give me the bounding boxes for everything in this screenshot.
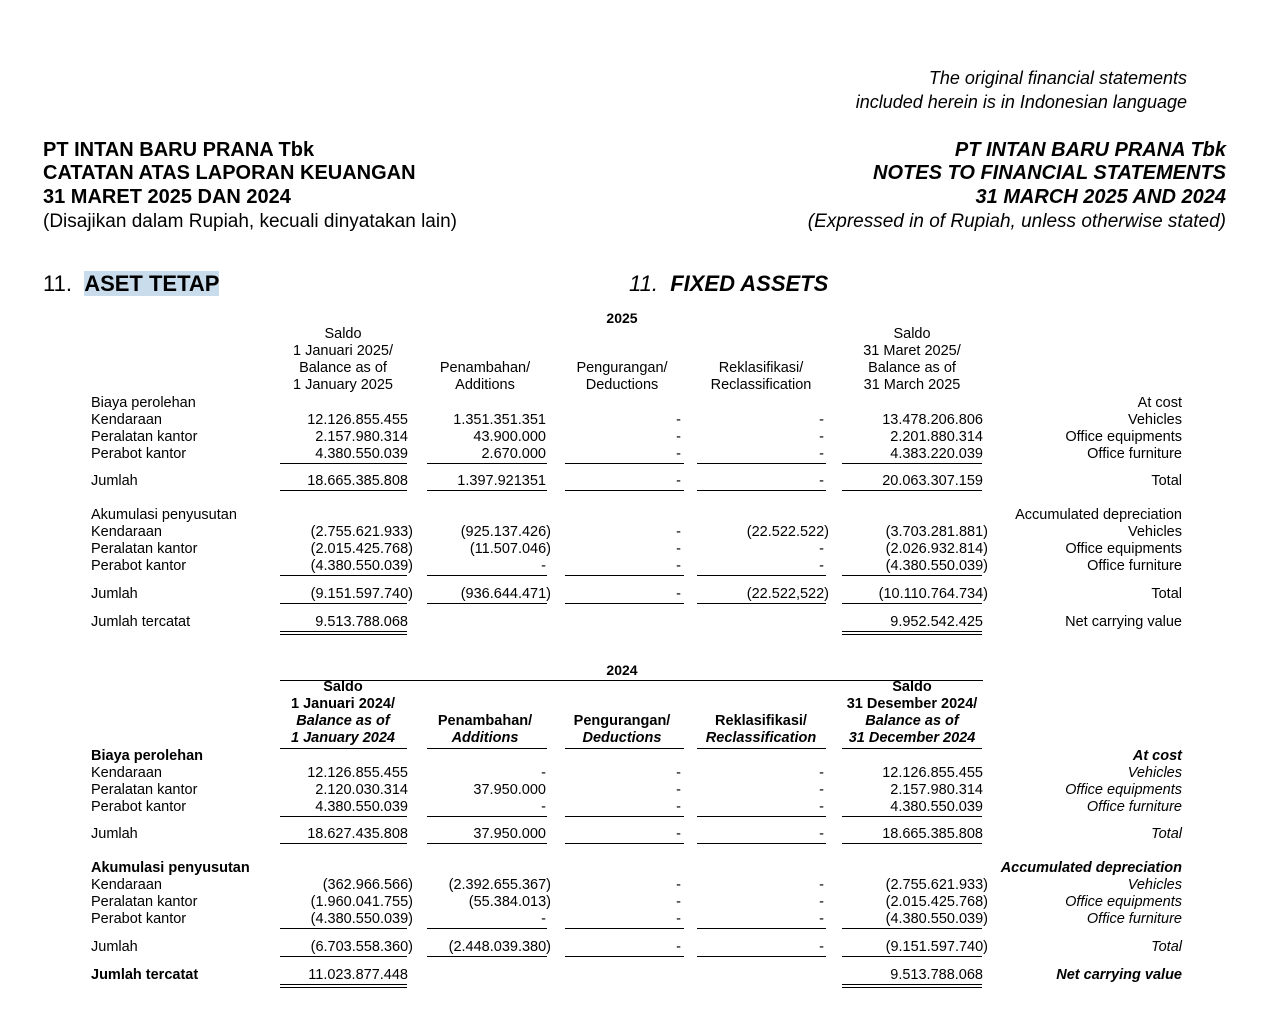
- t2025-dep-row-cell: (2.755.621.933): [310, 524, 413, 540]
- statement-date-id: 31 MARET 2025 DAN 2024: [43, 186, 291, 208]
- t2024-header-col4-line: Reclassification: [705, 730, 817, 746]
- language-note-line1: The original financial statements: [928, 68, 1187, 88]
- t2025-net-value-cell: 9.513.788.068: [315, 614, 408, 630]
- t2025-dep-subtotal-rule: [280, 575, 407, 576]
- t2025-header-col4-line: Reklasifikasi/: [718, 360, 804, 376]
- t2025-cost-total-rule: [842, 490, 982, 491]
- t2024-dep-total-rule: [697, 956, 826, 957]
- t2025-dep-subtotal-rule: [427, 575, 547, 576]
- t2024-dep-row-cell: -: [819, 894, 824, 910]
- t2025-dep-total-label: Jumlah: [91, 586, 138, 602]
- t2024-dep-row-cell: -: [676, 894, 681, 910]
- t2025-cost-row-label: Perabot kantor: [91, 446, 187, 462]
- t2025-net-value-cell: 9.952.542.425: [890, 614, 983, 630]
- t2024-cost-row-cell: 2.120.030.314: [315, 782, 408, 798]
- t2025-dep-row-label: Perabot kantor: [91, 558, 187, 574]
- t2025-cost-row-cell: -: [819, 429, 824, 445]
- t2024-net-label: Jumlah tercatat: [91, 967, 199, 983]
- t2024-dep-row-cell: (55.384.013): [468, 894, 551, 910]
- company-name-id: PT INTAN BARU PRANA Tbk: [43, 139, 315, 161]
- t2024-cost-total-rule: [697, 843, 826, 844]
- t2025-net-label: Jumlah tercatat: [91, 614, 191, 630]
- t2025-cost-total-cell: 20.063.307.159: [882, 473, 983, 489]
- t2025-header-col5-line: 31 March 2025: [863, 377, 961, 393]
- t2025-cost-row-cell: 43.900.000: [473, 429, 546, 445]
- t2025-dep-subtotal-rule: [565, 575, 684, 576]
- t2025-cost-row-label: Peralatan kantor: [91, 429, 198, 445]
- t2025-cost-total-cell: 1.397.921351: [457, 473, 546, 489]
- t2024-header-col2-line: Penambahan/: [437, 713, 533, 729]
- t2024-cost-row-label: Kendaraan: [91, 765, 162, 781]
- t2024-cost-row-cell: -: [676, 782, 681, 798]
- t2025-cost-total-cell: 18.665.385.808: [307, 473, 408, 489]
- t2024-dep-label-en: Accumulated depreciation: [1000, 860, 1182, 876]
- section-heading-id: [43, 271, 219, 297]
- t2024-header-col2-line: Additions: [451, 730, 519, 746]
- t2024-year-label: 2024: [606, 662, 638, 678]
- t2024-cost-row-label: Peralatan kantor: [91, 782, 198, 798]
- t2025-dep-total-rule: [280, 603, 407, 604]
- t2025-cost-row-cell: -: [819, 446, 824, 462]
- t2024-dep-row-label-en: Office furniture: [1086, 911, 1182, 927]
- t2024-dep-row-label: Peralatan kantor: [91, 894, 198, 910]
- t2024-dep-row-label: Perabot kantor: [91, 911, 187, 927]
- t2025-header-col4-line: Reclassification: [710, 377, 812, 393]
- t2024-header-rule: [280, 748, 407, 749]
- t2025-dep-label: Akumulasi penyusutan: [91, 507, 237, 523]
- t2024-cost-row-cell: -: [676, 765, 681, 781]
- t2025-dep-row-cell: -: [819, 558, 824, 574]
- t2024-header-rule: [427, 748, 547, 749]
- t2025-dep-row-cell: (925.137.426): [460, 524, 551, 540]
- t2025-cost-total-rule: [565, 490, 684, 491]
- t2024-dep-total-label: Jumlah: [91, 939, 138, 955]
- t2025-cost-row-cell: -: [819, 412, 824, 428]
- t2024-dep-row-cell: (4.380.550.039): [885, 911, 988, 927]
- t2024-cost-row-cell: 37.950.000: [473, 782, 546, 798]
- t2024-cost-total-label: Jumlah: [91, 826, 138, 842]
- t2024-dep-subtotal-rule: [565, 928, 684, 929]
- t2025-header-col1-line: 1 January 2025: [293, 377, 393, 393]
- t2025-header-col2-line: Additions: [455, 377, 515, 393]
- t2024-header-rule: [842, 748, 982, 749]
- t2025-cost-total-cell: -: [676, 473, 681, 489]
- t2024-cost-row-cell: 4.380.550.039: [890, 799, 983, 815]
- t2024-header-col5-line: 31 Desember 2024/: [846, 696, 978, 712]
- t2024-dep-row-cell: -: [676, 911, 681, 927]
- t2024-dep-row-cell: -: [819, 911, 824, 927]
- t2024-cost-total-rule: [565, 843, 684, 844]
- t2024-dep-total-cell: -: [819, 939, 824, 955]
- t2025-year-label: 2025: [606, 310, 638, 326]
- t2024-dep-total-cell: (2.448.039.380): [448, 939, 551, 955]
- t2025-dep-row-cell: -: [819, 541, 824, 557]
- t2024-net-value-cell: 11.023.877.448: [308, 967, 408, 983]
- t2024-header-col5-line: Saldo: [892, 679, 932, 695]
- t2025-cost-label: Biaya perolehan: [91, 395, 196, 411]
- t2024-dep-row-cell: (2.755.621.933): [885, 877, 988, 893]
- t2024-cost-total-label-en: Total: [1151, 826, 1182, 842]
- t2024-cost-subtotal-rule: [280, 816, 407, 817]
- t2024-header-col5-line: 31 December 2024: [848, 730, 976, 746]
- t2024-dep-row-cell: -: [541, 911, 546, 927]
- t2024-net-double-rule: [280, 984, 407, 988]
- t2024-dep-row-cell: -: [676, 877, 681, 893]
- t2025-cost-row-cell: 1.351.351.351: [453, 412, 546, 428]
- t2025-cost-row-cell: 12.126.855.455: [307, 412, 408, 428]
- t2025-cost-total-rule: [697, 490, 826, 491]
- t2025-cost-subtotal-rule: [697, 463, 826, 464]
- t2024-net-double-rule: [842, 984, 982, 988]
- t2024-cost-row-label: Perabot kantor: [91, 799, 187, 815]
- t2025-dep-row-cell: (4.380.550.039): [885, 558, 988, 574]
- t2024-cost-row-cell: 2.157.980.314: [890, 782, 983, 798]
- t2024-dep-row-cell: (1.960.041.755): [310, 894, 413, 910]
- t2025-cost-total-label-en: Total: [1151, 473, 1182, 489]
- t2025-dep-row-cell: -: [676, 524, 681, 540]
- t2025-dep-row-cell: -: [676, 541, 681, 557]
- t2025-net-double-rule: [842, 631, 982, 635]
- t2024-dep-total-cell: -: [676, 939, 681, 955]
- t2024-header-rule: [697, 748, 826, 749]
- t2025-dep-total-rule: [427, 603, 547, 604]
- t2025-cost-subtotal-rule: [842, 463, 982, 464]
- t2025-cost-row-cell: 2.157.980.314: [315, 429, 408, 445]
- t2024-cost-subtotal-rule: [565, 816, 684, 817]
- t2025-cost-row-label-en: Office furniture: [1087, 446, 1182, 462]
- statement-date-en: 31 MARCH 2025 AND 2024: [975, 186, 1226, 208]
- t2024-dep-total-rule: [280, 956, 407, 957]
- t2025-cost-total-rule: [427, 490, 547, 491]
- t2024-cost-row-cell: -: [676, 799, 681, 815]
- t2024-cost-subtotal-rule: [427, 816, 547, 817]
- t2024-cost-row-label-en: Office equipments: [1065, 782, 1182, 798]
- t2024-cost-total-rule: [842, 843, 982, 844]
- t2025-cost-total-label: Jumlah: [91, 473, 138, 489]
- t2025-cost-total-cell: -: [819, 473, 824, 489]
- t2024-dep-subtotal-rule: [427, 928, 547, 929]
- t2025-dep-total-cell: (22.522,522): [746, 586, 829, 602]
- t2024-dep-total-rule: [565, 956, 684, 957]
- t2024-cost-row-cell: -: [541, 799, 546, 815]
- t2024-header-col5-line: Balance as of: [865, 713, 959, 729]
- t2024-cost-total-cell: 18.627.435.808: [307, 826, 408, 842]
- t2024-dep-total-cell: (6.703.558.360): [310, 939, 413, 955]
- t2024-net-label-en: Net carrying value: [1056, 967, 1182, 983]
- statement-title-id: CATATAN ATAS LAPORAN KEUANGAN: [43, 162, 416, 184]
- t2025-cost-row-label-en: Office equipments: [1065, 429, 1182, 445]
- t2024-net-value-cell: 9.513.788.068: [890, 967, 983, 983]
- t2025-dep-total-label-en: Total: [1151, 586, 1182, 602]
- t2024-cost-row-cell: -: [819, 765, 824, 781]
- t2025-dep-label-en: Accumulated depreciation: [1015, 507, 1182, 523]
- statement-subtitle-id: (Disajikan dalam Rupiah, kecuali dinyatakan lain): [43, 211, 457, 232]
- section-heading-en: [629, 271, 828, 297]
- t2025-dep-row-cell: -: [676, 558, 681, 574]
- t2024-dep-total-cell: (9.151.597.740): [885, 939, 988, 955]
- t2025-cost-row-cell: 13.478.206.806: [882, 412, 983, 428]
- t2025-cost-label-en: At cost: [1137, 395, 1182, 411]
- statement-title-en: NOTES TO FINANCIAL STATEMENTS: [873, 162, 1226, 184]
- t2024-dep-row-label-en: Office equipments: [1065, 894, 1182, 910]
- t2025-cost-row-cell: -: [676, 412, 681, 428]
- t2025-dep-row-cell: (3.703.281.881): [885, 524, 988, 540]
- t2025-dep-row-cell: (22.522.522): [746, 524, 829, 540]
- t2024-cost-total-cell: -: [819, 826, 824, 842]
- t2024-cost-row-cell: -: [541, 765, 546, 781]
- section-number-en: 11.: [629, 271, 658, 296]
- t2025-dep-row-label-en: Office equipments: [1065, 541, 1182, 557]
- t2025-header-col5-line: Saldo: [893, 326, 931, 342]
- t2024-cost-row-label-en: Vehicles: [1127, 765, 1182, 781]
- t2024-cost-row-cell: 12.126.855.455: [882, 765, 983, 781]
- t2024-header-col1-line: Saldo: [323, 679, 363, 695]
- t2024-dep-row-cell: (2.015.425.768): [885, 894, 988, 910]
- t2025-cost-subtotal-rule: [565, 463, 684, 464]
- t2025-cost-row-label: Kendaraan: [91, 412, 162, 428]
- t2024-cost-total-cell: -: [676, 826, 681, 842]
- t2025-dep-row-cell: (11.507.046): [469, 541, 551, 557]
- t2025-cost-subtotal-rule: [280, 463, 407, 464]
- t2024-header-col1-line: Balance as of: [296, 713, 390, 729]
- t2024-dep-total-label-en: Total: [1151, 939, 1182, 955]
- t2025-dep-total-cell: (936.644.471): [460, 586, 551, 602]
- t2025-net-label-en: Net carrying value: [1065, 614, 1182, 630]
- t2025-dep-total-cell: -: [676, 586, 681, 602]
- section-number-id: 11.: [43, 271, 72, 296]
- t2025-cost-total-rule: [280, 490, 407, 491]
- t2025-header-col1-line: Balance as of: [299, 360, 387, 376]
- t2024-header-col3-line: Deductions: [582, 730, 662, 746]
- t2025-header-col1-line: 1 Januari 2025/: [293, 343, 393, 359]
- t2025-dep-row-cell: (4.380.550.039): [310, 558, 413, 574]
- t2024-header-col1-line: 1 Januari 2024/: [291, 696, 395, 712]
- t2024-cost-row-cell: 12.126.855.455: [307, 765, 408, 781]
- t2024-dep-label: Akumulasi penyusutan: [91, 860, 250, 876]
- t2025-cost-row-cell: 4.380.550.039: [315, 446, 408, 462]
- t2025-dep-row-cell: (2.015.425.768): [310, 541, 413, 557]
- t2024-cost-label-en: At cost: [1132, 748, 1182, 764]
- t2025-dep-row-label: Kendaraan: [91, 524, 162, 540]
- language-note-line2: included herein is in Indonesian language: [855, 92, 1187, 112]
- t2024-dep-total-rule: [427, 956, 547, 957]
- t2024-dep-row-cell: -: [819, 877, 824, 893]
- t2025-header-col2-line: Penambahan/: [439, 360, 531, 376]
- t2025-header-col5-line: 31 Maret 2025/: [863, 343, 961, 359]
- t2025-dep-total-cell: (9.151.597.740): [310, 586, 413, 602]
- t2025-cost-row-cell: 2.670.000: [481, 446, 546, 462]
- t2025-dep-total-rule: [565, 603, 684, 604]
- t2024-dep-row-cell: (362.966.566): [322, 877, 413, 893]
- t2024-dep-total-rule: [842, 956, 982, 957]
- t2024-cost-total-rule: [427, 843, 547, 844]
- t2024-dep-subtotal-rule: [280, 928, 407, 929]
- t2024-cost-subtotal-rule: [697, 816, 826, 817]
- t2025-cost-row-label-en: Vehicles: [1127, 412, 1182, 428]
- t2025-cost-row-cell: -: [676, 446, 681, 462]
- t2024-dep-subtotal-rule: [842, 928, 982, 929]
- t2024-header-col3-line: Pengurangan/: [573, 713, 671, 729]
- t2025-net-double-rule: [280, 631, 407, 635]
- section-title-en: FIXED ASSETS: [670, 271, 829, 296]
- t2025-dep-row-cell: (2.026.932.814): [885, 541, 988, 557]
- t2025-dep-row-label: Peralatan kantor: [91, 541, 198, 557]
- t2024-dep-row-label-en: Vehicles: [1127, 877, 1182, 893]
- t2024-cost-label: Biaya perolehan: [91, 748, 204, 764]
- statement-subtitle-en: (Expressed in of Rupiah, unless otherwise stated): [807, 211, 1226, 232]
- t2024-dep-row-cell: (2.392.655.367): [448, 877, 551, 893]
- t2024-dep-row-cell: (4.380.550.039): [310, 911, 413, 927]
- t2024-dep-subtotal-rule: [697, 928, 826, 929]
- t2025-cost-row-cell: 4.383.220.039: [890, 446, 983, 462]
- t2025-dep-row-cell: -: [541, 558, 546, 574]
- t2025-dep-total-rule: [842, 603, 982, 604]
- company-name-en: PT INTAN BARU PRANA Tbk: [954, 139, 1226, 161]
- t2024-cost-subtotal-rule: [842, 816, 982, 817]
- t2024-header-col4-line: Reklasifikasi/: [715, 713, 807, 729]
- t2024-header-rule: [565, 748, 684, 749]
- t2024-cost-total-rule: [280, 843, 407, 844]
- t2025-dep-total-rule: [697, 603, 826, 604]
- t2025-cost-row-cell: -: [676, 429, 681, 445]
- t2025-header-col5-line: Balance as of: [868, 360, 956, 376]
- t2024-cost-total-cell: 37.950.000: [473, 826, 546, 842]
- t2025-cost-row-cell: 2.201.880.314: [890, 429, 983, 445]
- t2025-header-col3-line: Pengurangan/: [576, 360, 668, 376]
- t2024-cost-total-cell: 18.665.385.808: [882, 826, 983, 842]
- t2025-dep-subtotal-rule: [697, 575, 826, 576]
- t2025-dep-total-cell: (10.110.764.734): [878, 586, 988, 602]
- t2025-dep-row-label-en: Office furniture: [1087, 558, 1182, 574]
- t2024-cost-row-cell: -: [819, 782, 824, 798]
- t2024-dep-row-label: Kendaraan: [91, 877, 162, 893]
- t2025-header-col3-line: Deductions: [585, 377, 659, 393]
- t2025-header-col1-line: Saldo: [324, 326, 362, 342]
- t2024-cost-row-label-en: Office furniture: [1086, 799, 1182, 815]
- t2024-cost-row-cell: 4.380.550.039: [315, 799, 408, 815]
- t2025-cost-subtotal-rule: [427, 463, 547, 464]
- t2025-dep-subtotal-rule: [842, 575, 982, 576]
- t2024-header-col1-line: 1 January 2024: [291, 730, 395, 746]
- t2025-dep-row-label-en: Vehicles: [1127, 524, 1182, 540]
- section-title-id: ASET TETAP: [84, 271, 220, 296]
- t2024-cost-row-cell: -: [819, 799, 824, 815]
